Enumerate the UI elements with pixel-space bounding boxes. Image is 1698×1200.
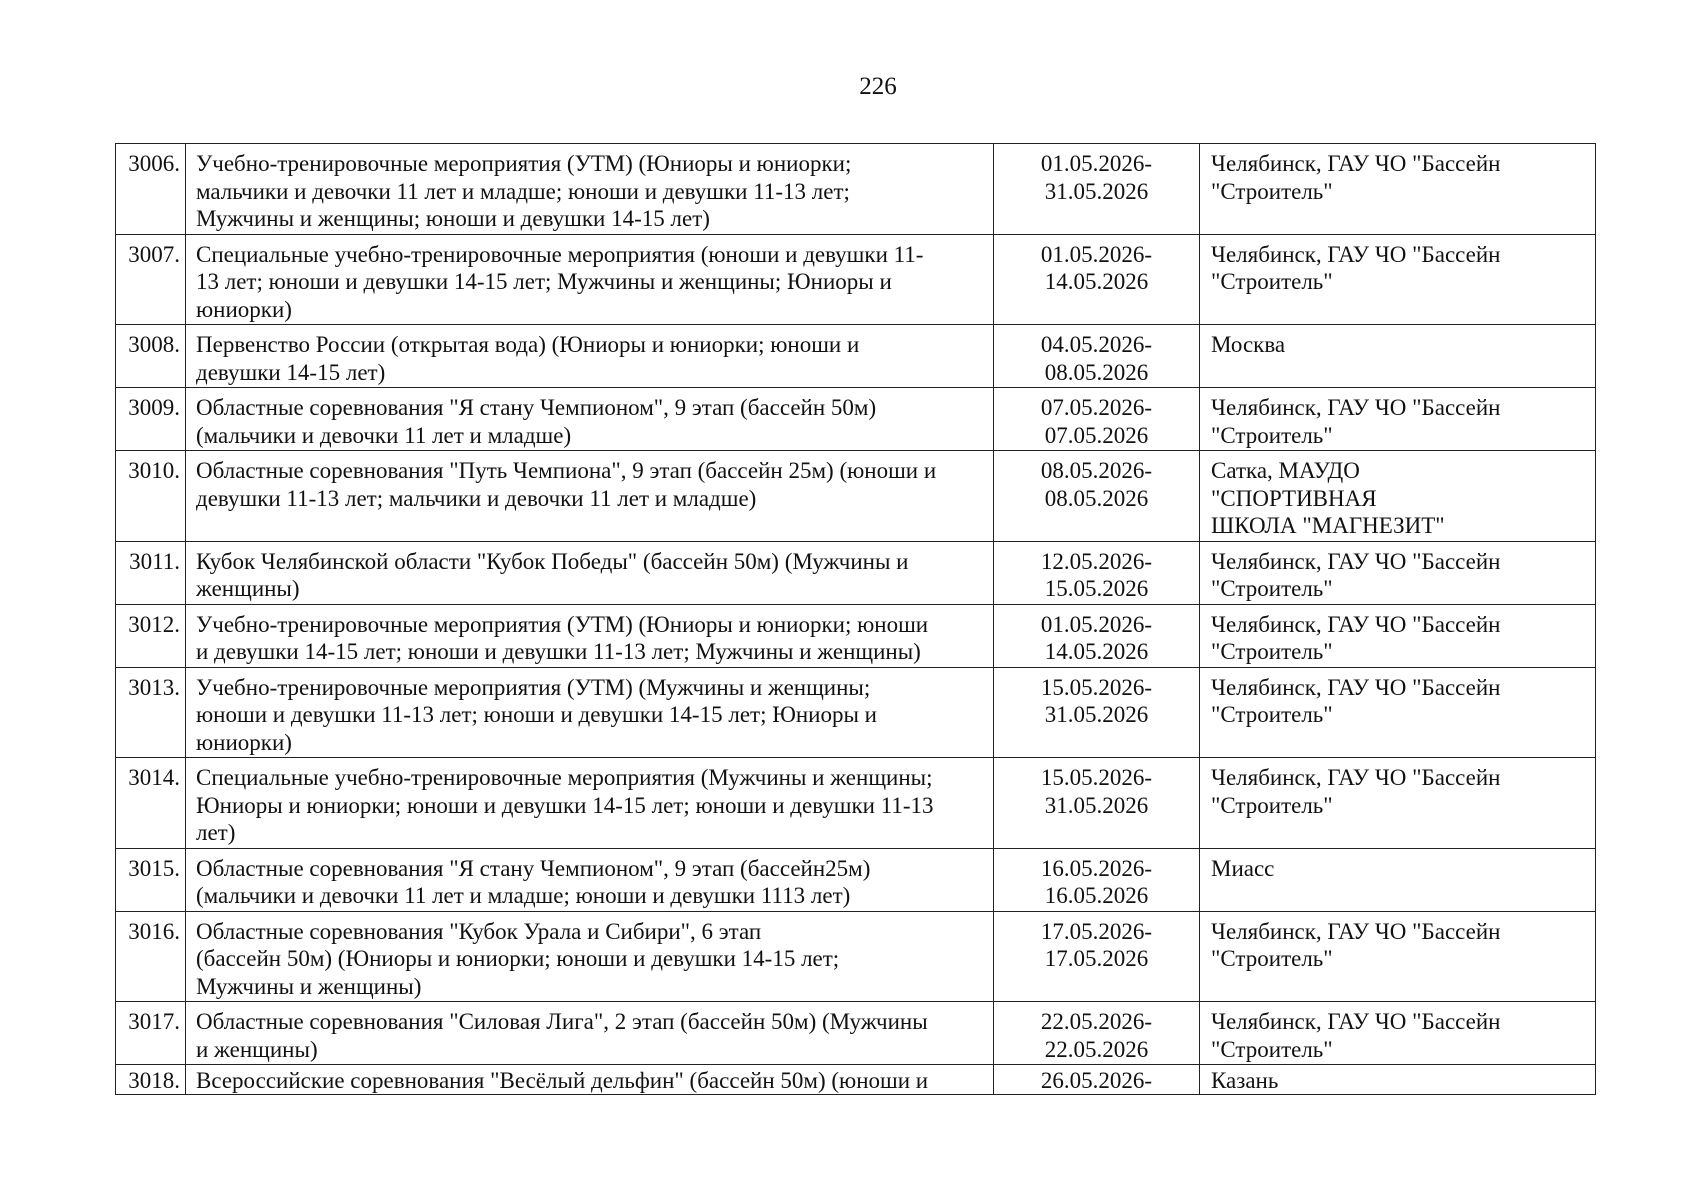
page-number: 226 <box>859 73 897 100</box>
row-number: 3015. <box>116 848 186 911</box>
event-place: Челябинск, ГАУ ЧО "Бассейн "Строитель" <box>1200 667 1596 758</box>
event-dates: 08.05.2026- 08.05.2026 <box>994 451 1200 542</box>
event-name: Специальные учебно-тренировочные мероприятия (юноши и девушки 11- 13 лет; юноши и девушки 14-15 лет; Мужчины и женщины; Юниоры и юниорки) <box>186 234 994 325</box>
event-name: Специальные учебно-тренировочные мероприятия (Мужчины и женщины; Юниоры и юниорки; юноши и девушки 14-15 лет; юноши и девушки 11-13 лет) <box>186 758 994 849</box>
event-dates: 22.05.2026- 22.05.2026 <box>994 1002 1200 1065</box>
event-dates: 01.05.2026- 14.05.2026 <box>994 234 1200 325</box>
table-row <box>116 848 1596 911</box>
table-row <box>116 144 1596 235</box>
row-number: 3008. <box>116 325 186 388</box>
row-number: 3011. <box>116 541 186 604</box>
event-name: Кубок Челябинской области "Кубок Победы" (бассейн 50м) (Мужчины и женщины) <box>186 541 994 604</box>
event-dates: 26.05.2026- <box>994 1065 1200 1095</box>
table-row <box>116 604 1596 667</box>
event-dates: 07.05.2026- 07.05.2026 <box>994 388 1200 451</box>
event-dates: 17.05.2026- 17.05.2026 <box>994 911 1200 1002</box>
event-dates: 15.05.2026- 31.05.2026 <box>994 667 1200 758</box>
event-place: Челябинск, ГАУ ЧО "Бассейн "Строитель" <box>1200 604 1596 667</box>
row-number: 3009. <box>116 388 186 451</box>
event-dates: 01.05.2026- 14.05.2026 <box>994 604 1200 667</box>
row-number: 3013. <box>116 667 186 758</box>
event-place: Челябинск, ГАУ ЧО "Бассейн "Строитель" <box>1200 234 1596 325</box>
event-place: Казань <box>1200 1065 1596 1095</box>
row-number: 3007. <box>116 234 186 325</box>
event-place: Челябинск, ГАУ ЧО "Бассейн "Строитель" <box>1200 388 1596 451</box>
event-place: Москва <box>1200 325 1596 388</box>
table-row <box>116 325 1596 388</box>
row-number: 3014. <box>116 758 186 849</box>
table-row <box>116 1065 1596 1095</box>
table-row <box>116 667 1596 758</box>
event-name: Областные соревнования "Кубок Урала и Сибири", 6 этап (бассейн 50м) (Юниоры и юниорки; юноши и девушки 14-15 лет; Мужчины и женщины) <box>186 911 994 1002</box>
event-dates: 12.05.2026- 15.05.2026 <box>994 541 1200 604</box>
row-number: 3017. <box>116 1002 186 1065</box>
event-dates: 01.05.2026- 31.05.2026 <box>994 144 1200 235</box>
event-name: Областные соревнования "Я стану Чемпионом", 9 этап (бассейн25м) (мальчики и девочки 11 лет и младше; юноши и девушки 1113 лет) <box>186 848 994 911</box>
event-place: Челябинск, ГАУ ЧО "Бассейн "Строитель" <box>1200 1002 1596 1065</box>
event-dates: 16.05.2026- 16.05.2026 <box>994 848 1200 911</box>
table-row <box>116 911 1596 1002</box>
row-number: 3010. <box>116 451 186 542</box>
row-number: 3018. <box>116 1065 186 1095</box>
event-name: Учебно-тренировочные мероприятия (УТМ) (Юниоры и юниорки; юноши и девушки 14-15 лет; юноши и девушки 11-13 лет; Мужчины и женщины) <box>186 604 994 667</box>
row-number: 3012. <box>116 604 186 667</box>
event-place: Челябинск, ГАУ ЧО "Бассейн "Строитель" <box>1200 758 1596 849</box>
event-place: Сатка, МАУДО "СПОРТИВНАЯ ШКОЛА "МАГНЕЗИТ" <box>1200 451 1596 542</box>
event-place: Челябинск, ГАУ ЧО "Бассейн "Строитель" <box>1200 541 1596 604</box>
row-number: 3016. <box>116 911 186 1002</box>
event-name: Учебно-тренировочные мероприятия (УТМ) (Юниоры и юниорки; мальчики и девочки 11 лет и младше; юноши и девушки 11-13 лет; Мужчины и женщины; юноши и девушки 14-15 лет) <box>186 144 994 235</box>
event-name: Областные соревнования "Силовая Лига", 2 этап (бассейн 50м) (Мужчины и женщины) <box>186 1002 994 1065</box>
event-name: Учебно-тренировочные мероприятия (УТМ) (Мужчины и женщины; юноши и девушки 11-13 лет; юноши и девушки 14-15 лет; Юниоры и юниорки) <box>186 667 994 758</box>
row-number: 3006. <box>116 144 186 235</box>
event-place: Челябинск, ГАУ ЧО "Бассейн "Строитель" <box>1200 144 1596 235</box>
table-row <box>116 758 1596 849</box>
event-name: Первенство России (открытая вода) (Юниоры и юниорки; юноши и девушки 14-15 лет) <box>186 325 994 388</box>
table-row <box>116 451 1596 542</box>
table-row <box>116 388 1596 451</box>
event-name: Всероссийские соревнования "Весёлый дельфин" (бассейн 50м) (юноши и <box>186 1065 994 1095</box>
events-table <box>115 143 1596 1095</box>
event-place: Миасс <box>1200 848 1596 911</box>
table-row <box>116 541 1596 604</box>
table-row <box>116 234 1596 325</box>
event-name: Областные соревнования "Путь Чемпиона", 9 этап (бассейн 25м) (юноши и девушки 11-13 лет; мальчики и девочки 11 лет и младше) <box>186 451 994 542</box>
event-dates: 04.05.2026- 08.05.2026 <box>994 325 1200 388</box>
event-dates: 15.05.2026- 31.05.2026 <box>994 758 1200 849</box>
table-row <box>116 1002 1596 1065</box>
event-name: Областные соревнования "Я стану Чемпионом", 9 этап (бассейн 50м) (мальчики и девочки 11 лет и младше) <box>186 388 994 451</box>
event-place: Челябинск, ГАУ ЧО "Бассейн "Строитель" <box>1200 911 1596 1002</box>
